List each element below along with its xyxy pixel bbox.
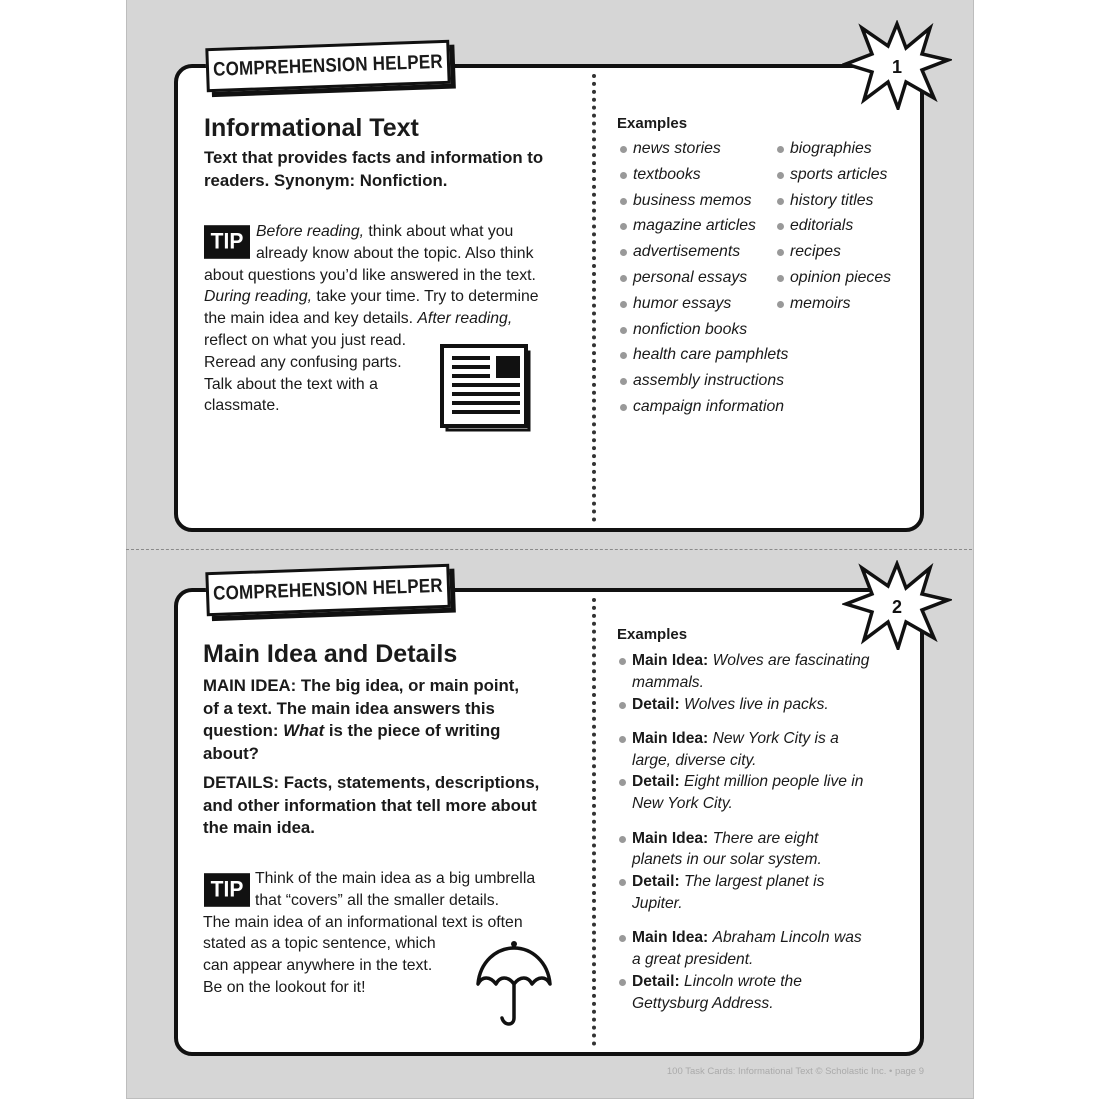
list-item: personal essays bbox=[619, 265, 788, 291]
continuation-line: Jupiter. bbox=[632, 894, 683, 912]
tip-line: classmate. bbox=[204, 397, 280, 415]
examples-heading: Examples bbox=[617, 115, 688, 132]
comprehension-helper-banner bbox=[205, 564, 450, 616]
number-burst-icon bbox=[842, 560, 952, 650]
list-item: assembly instructions bbox=[619, 368, 788, 394]
list-item: recipes bbox=[776, 239, 891, 265]
comprehension-helper-banner bbox=[205, 40, 450, 92]
details-definition: DETAILS: Facts, statements, descriptions, and other information that tell more about the main idea. bbox=[203, 773, 540, 837]
continuation-line: planets in our solar system. bbox=[632, 851, 822, 869]
card-number: 2 bbox=[891, 597, 903, 617]
definition: Text that provides facts and information to readers. Synonym: Nonfiction. bbox=[204, 148, 544, 190]
tip-line: the main idea and key details. After reading, bbox=[204, 310, 513, 328]
tip-line: already know about the topic. Also think bbox=[256, 244, 534, 262]
tip-line: During reading, take your time. Try to determine bbox=[204, 288, 539, 306]
examples-list-col2 bbox=[776, 136, 891, 317]
list-item: memoirs bbox=[776, 291, 891, 317]
list-item: advertisements bbox=[619, 239, 788, 265]
card-title: Informational Text bbox=[204, 114, 419, 142]
list-item: sports articles bbox=[776, 162, 891, 188]
list-item: textbooks bbox=[619, 162, 788, 188]
tip-line: reflect on what you just read. bbox=[204, 331, 406, 349]
tip-line: about questions you’d like answered in the text. bbox=[204, 266, 536, 284]
example-pair bbox=[619, 927, 909, 1014]
page-footer: 100 Task Cards: Informational Text © Scholastic Inc. • page 9 bbox=[666, 1066, 924, 1077]
list-item: news stories bbox=[619, 136, 788, 162]
main-idea-definition: MAIN IDEA: The big idea, or main point, of a text. The main idea answers this question: What is the piece of writing about? bbox=[203, 676, 520, 763]
list-item: magazine articles bbox=[619, 213, 788, 239]
detail-line: Detail: Wolves live in packs. bbox=[619, 694, 909, 716]
detail-line: Detail: Lincoln wrote the bbox=[619, 971, 909, 993]
card-number: 1 bbox=[891, 57, 903, 77]
continuation-line: large, diverse city. bbox=[632, 751, 757, 769]
examples-list-col1 bbox=[619, 136, 788, 420]
card-divider bbox=[592, 74, 596, 522]
list-item: business memos bbox=[619, 188, 788, 214]
continuation-line: New York City. bbox=[632, 795, 733, 813]
list-item: nonfiction books bbox=[619, 317, 788, 343]
continuation-line: Gettysburg Address. bbox=[632, 994, 774, 1012]
main-idea-examples bbox=[619, 650, 909, 1027]
tip-line: Talk about the text with a bbox=[204, 375, 378, 393]
newspaper-icon bbox=[440, 344, 538, 434]
list-item: history titles bbox=[776, 188, 891, 214]
continuation-line: mammals. bbox=[632, 673, 704, 691]
banner-label: COMPREHENSION HELPER bbox=[212, 50, 444, 81]
main-idea-line: Main Idea: Abraham Lincoln was bbox=[619, 927, 909, 949]
tip-text: Think of the main idea as a big umbrella that “covers” all the smaller details. The main idea of an informational text is often stated as a topic sentence, which can appear anywhere in the text. Be on the lookout for it! bbox=[203, 870, 536, 996]
cut-line bbox=[126, 549, 972, 550]
main-idea-line: Main Idea: New York City is a bbox=[619, 728, 909, 750]
example-pair bbox=[619, 828, 909, 915]
example-pair bbox=[619, 650, 909, 715]
number-burst-icon bbox=[842, 20, 952, 110]
list-item: humor essays bbox=[619, 291, 788, 317]
card-title: Main Idea and Details bbox=[203, 640, 458, 668]
main-idea-line: Main Idea: Wolves are fascinating bbox=[619, 650, 909, 672]
continuation-line: a great president. bbox=[632, 951, 754, 969]
banner-label: COMPREHENSION HELPER bbox=[212, 574, 444, 605]
list-item: biographies bbox=[776, 136, 891, 162]
list-item: health care pamphlets bbox=[619, 342, 788, 368]
tip-line: Before reading, think about what you bbox=[256, 223, 514, 240]
list-item: editorials bbox=[776, 213, 891, 239]
detail-line: Detail: The largest planet is bbox=[619, 871, 909, 893]
card-divider bbox=[592, 598, 596, 1046]
tip-line: Reread any confusing parts. bbox=[204, 353, 402, 371]
umbrella-icon bbox=[474, 938, 554, 1030]
detail-line: Detail: Eight million people live in bbox=[619, 771, 909, 793]
list-item: campaign information bbox=[619, 394, 788, 420]
example-pair bbox=[619, 728, 909, 815]
tip-badge: TIP bbox=[204, 873, 250, 907]
examples-heading: Examples bbox=[617, 626, 688, 643]
list-item: opinion pieces bbox=[776, 265, 891, 291]
tip-badge: TIP bbox=[204, 225, 250, 259]
main-idea-line: Main Idea: There are eight bbox=[619, 828, 909, 850]
